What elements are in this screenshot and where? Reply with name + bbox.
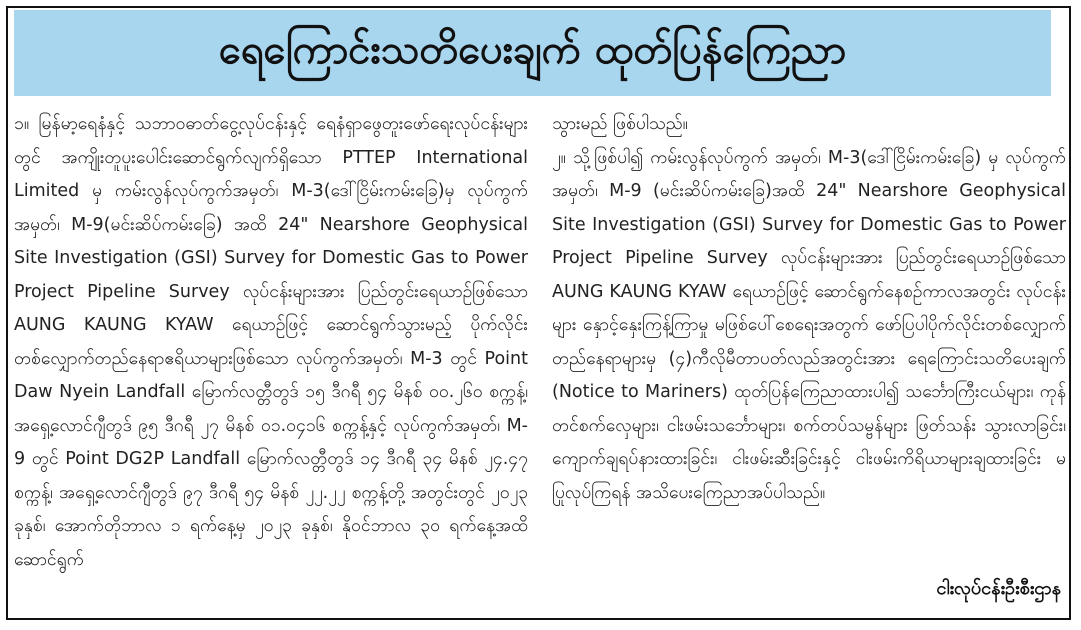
right-column (552, 108, 1066, 510)
notice-title: ရေကြောင်းသတိပေးချက် ထုတ်ပြန်ကြေညာ (218, 26, 847, 73)
paragraph-2: ၂။ သို့ဖြစ်ပါ၍ ကမ်းလွန်လုပ်ကွက် အမှတ်၊ M-3(ဒေါ်ငြိမ်းကမ်းခြေ) မှ လုပ်ကွက်အမှတ်၊ M-9 (မင်းဆိပ်ကမ်းခြေ)အထိ 24" Nearshore Geophysical Site Investigation (GSI) Survey for Domestic Gas to Power Project Pipeline Survey လုပ်ငန်းများအား ပြည်တွင်းရေယာဉ်ဖြစ်သော AUNG KAUNG KYAW ရေယာဉ်ဖြင့် ဆောင်ရွက်နေစဉ်ကာလအတွင်း လုပ်ငန်းများ နှောင့်နှေးကြန့်ကြာမှု မဖြစ်ပေါ်စေရေးအတွက် ဖော်ပြပါပိုက်လိုင်းတစ်လျှောက် တည်နေရာများမှ (၄)ကီလိုမီတာပတ်လည်အတွင်းအား ရေကြောင်းသတိပေးချက် (Notice to Mariners) ထုတ်ပြန်ကြေညာထားပါ၍ သင်္ဘောကြီးငယ်များ၊ ကုန်တင်စက်လှေများ၊ ငါးဖမ်းသင်္ဘောများ၊ စက်တပ်သမ္ဗန်များ ဖြတ်သန်း သွားလာခြင်း၊ ကျောက်ချရပ်နားထားခြင်း၊ ငါးဖမ်းဆီးခြင်းနှင့် ငါးဖမ်းကိရိယာများချထားခြင်း မပြုလုပ်ကြရန် အသိပေးကြေညာအပ်ပါသည်။ (552, 147, 1066, 503)
paragraph-1: ၁။ မြန်မာ့ရေနံနှင့် သဘာဝဓာတ်ငွေ့လုပ်ငန်းနှင့် ရေနံရှာဖွေတူးဖော်ရေးလုပ်ငန်းများတွင် အကျိုးတူပူးပေါင်းဆောင်ရွက်လျက်ရှိသော PTTEP International Limited မှ ကမ်းလွန်လုပ်ကွက်အမှတ်၊ M-3(ဒေါ်ငြိမ်းကမ်းခြေ)မှ လုပ်ကွက်အမှတ်၊ M-9(မင်းဆိပ်ကမ်းခြေ) အထိ 24" Nearshore Geophysical Site Investigation (GSI) Survey for Domestic Gas to Power Project Pipeline Survey လုပ်ငန်းများအား ပြည်တွင်းရေယာဉ်ဖြစ်သော AUNG KAUNG KYAW ရေယာဉ်ဖြင့် ဆောင်ရွက်သွားမည့် ပိုက်လိုင်းတစ်လျှောက်တည်နေရာဧရိယာများဖြစ်သော လုပ်ကွက်အမှတ်၊ M-3 တွင် Point Daw Nyein Landfall မြောက်လတ္တီတွဒ် ၁၅ ဒီဂရီ ၅၄ မိနစ် ၀၀.၂၆၀ စက္ကန့်၊ အရှေ့လောင်ဂျီတွဒ် ၉၅ ဒီဂရီ ၂၇ မိနစ် ၀၁.၀၄၁၆ စက္ကန့်နှင့် လုပ်ကွက်အမှတ်၊ M-9 တွင် Point DG2P Landfall မြောက်လတ္တီတွဒ် ၁၄ ဒီဂရီ ၃၄ မိနစ် ၂၄.၄၇ စက္ကန့်၊ အရှေ့လောင်ဂျီတွဒ် ၉၇ ဒီဂရီ ၅၄ မိနစ် ၂၂.၂၂ စက္ကန့်တို့ အတွင်းတွင် ၂၀၂၃ ခုနှစ်၊ အောက်တိုဘာလ ၁ ရက်နေ့မှ ၂၀၂၃ ခုနှစ်၊ နိုဝင်ဘာလ ၃၀ ရက်နေ့အထိ ဆောင်ရွက် (14, 114, 528, 570)
left-column (14, 108, 528, 577)
paragraph-1-continued: သွားမည် ဖြစ်ပါသည်။ (552, 114, 688, 134)
issuing-department: ငါးလုပ်ငန်းဦးစီးဌာန (936, 578, 1061, 599)
title-banner (14, 10, 1051, 96)
